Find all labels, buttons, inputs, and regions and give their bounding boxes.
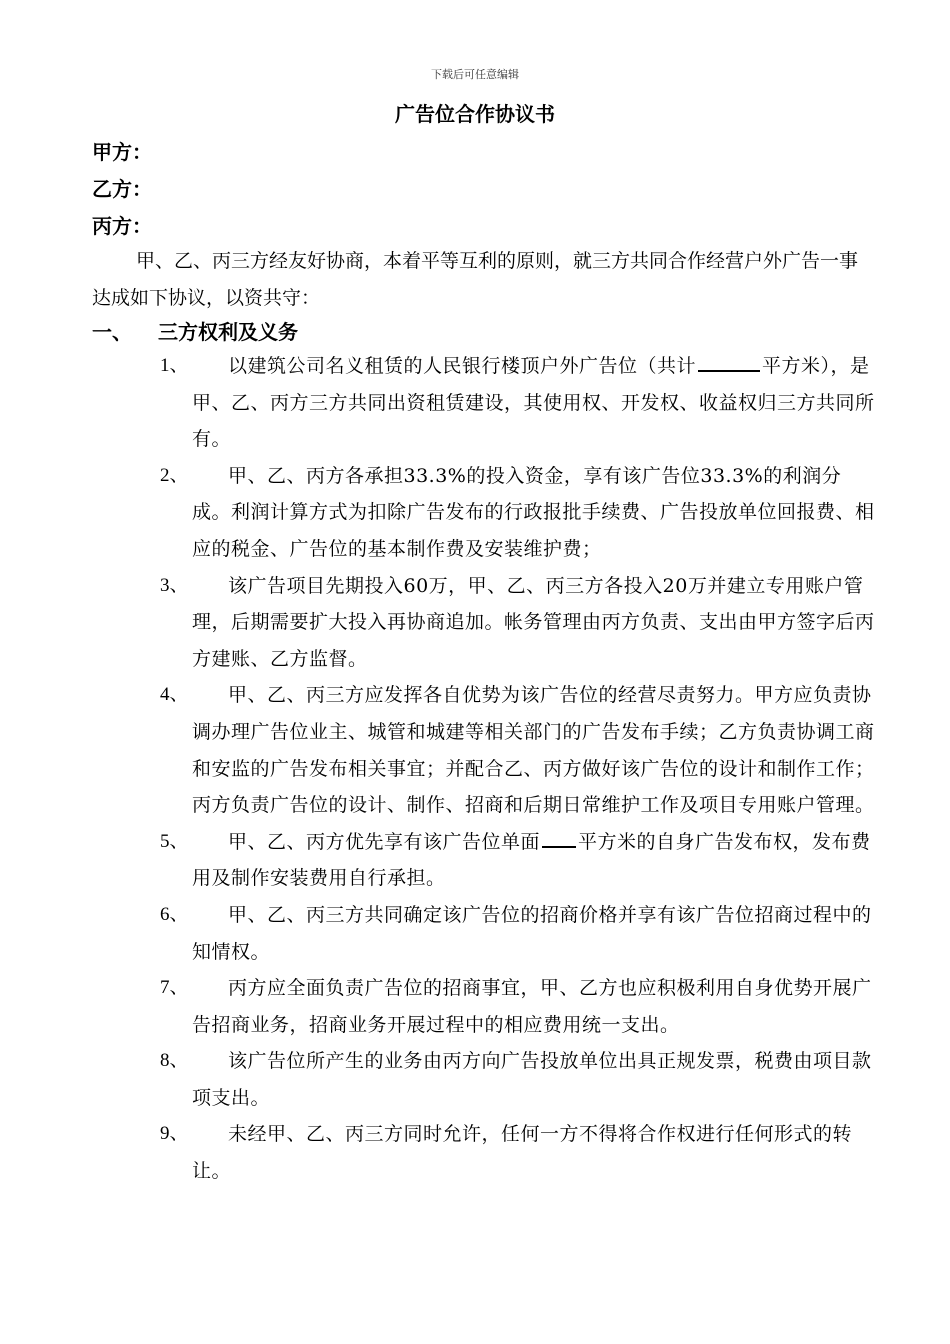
clause-item bbox=[160, 677, 880, 823]
party-a-label: 甲方： bbox=[92, 140, 152, 164]
clause-text: 该广告项目先期投入60万，甲、乙、丙三方各投入20万并建立专用账户管理，后期需要扩大投入再协商追加。帐务管理由丙方负责、支出由甲方签字后丙方建账、乙方监督。 bbox=[192, 574, 875, 670]
clause-item bbox=[160, 824, 880, 897]
clause-text: 甲、乙、丙三方共同确定该广告位的招商价格并享有该广告位招商过程中的知情权。 bbox=[192, 903, 872, 963]
clause-item bbox=[160, 1043, 880, 1116]
clause-number: 9、 bbox=[160, 1123, 189, 1145]
clause-item bbox=[160, 1116, 880, 1189]
fill-in-blank bbox=[542, 828, 576, 848]
clause-text: 该广告位所产生的业务由丙方向广告投放单位出具正规发票，税费由项目款项支出。 bbox=[192, 1050, 872, 1109]
clause-text: 丙方应全面负责广告位的招商事宜，甲、乙方也应积极利用自身优势开展广告招商业务，招商业务开展过程中的相应费用统一支出。 bbox=[192, 977, 872, 1036]
header-note: 下载后可任意编辑 bbox=[431, 68, 519, 81]
clause-text-part: 平方米的自身广告发布权，发布费用及制作安装费用自行承担。 bbox=[192, 830, 871, 890]
clause-text: 甲、乙、丙方各承担33.3%的投入资金，享有该广告位33.3%的利润分成。利润计算方式为扣除广告发布的行政报批手续费、广告投放单位回报费、相应的税金、广告位的基本制作费及安装维护费； bbox=[192, 464, 875, 560]
document-title: 广告位合作协议书 bbox=[395, 102, 555, 126]
clause-number: 8、 bbox=[160, 1050, 189, 1072]
clause-number: 2、 bbox=[160, 464, 189, 486]
clause-list bbox=[160, 348, 880, 1190]
intro-paragraph: 甲、乙、丙三方经友好协商，本着平等互利的原则，就三方共同合作经营户外广告一事达成如下协议，以资共守： bbox=[92, 250, 859, 309]
clause-number: 4、 bbox=[160, 684, 189, 706]
clause-text: 未经甲、乙、丙三方同时允许，任何一方不得将合作权进行任何形式的转让。 bbox=[192, 1123, 853, 1183]
clause-item bbox=[160, 568, 880, 678]
clause-number: 5、 bbox=[160, 830, 189, 852]
clause-item bbox=[160, 970, 880, 1043]
section-heading bbox=[92, 316, 862, 348]
fill-in-blank bbox=[698, 352, 760, 372]
section-title: 三方权利及义务 bbox=[158, 320, 298, 344]
clause-number: 7、 bbox=[160, 977, 189, 999]
clause-item bbox=[160, 897, 880, 970]
clause-number: 1、 bbox=[160, 355, 189, 376]
clause-item bbox=[160, 458, 880, 568]
clause-text bbox=[192, 824, 880, 897]
section-number: 一、 bbox=[92, 320, 132, 344]
clause-text: 甲、乙、丙三方应发挥各自优势为该广告位的经营尽责努力。甲方应负责协调办理广告位业主、城管和城建等相关部门的广告发布手续；乙方负责协调工商和安监的广告发布相关事宜；并配合乙、丙方做好该广告位的设计和制作工作；丙方负责广告位的设计、制作、招商和后期日常维护工作及项目专用账户管理。 bbox=[192, 684, 875, 817]
party-c-label: 丙方： bbox=[92, 214, 152, 238]
clause-text-part: 以建筑公司名义租赁的人民银行楼顶户外广告位（共计 bbox=[228, 355, 697, 377]
clause-text-part: 平方米），是甲、乙、丙方三方共同出资租赁建设，其使用权、开发权、收益权归三方共同所有。 bbox=[192, 355, 875, 451]
clause-number: 3、 bbox=[160, 574, 189, 596]
clause-item bbox=[160, 348, 880, 458]
party-b-label: 乙方： bbox=[92, 177, 152, 201]
clause-text bbox=[192, 348, 880, 458]
clause-number: 6、 bbox=[160, 903, 189, 925]
clause-text-part: 甲、乙、丙方优先享有该广告位单面 bbox=[228, 830, 541, 853]
